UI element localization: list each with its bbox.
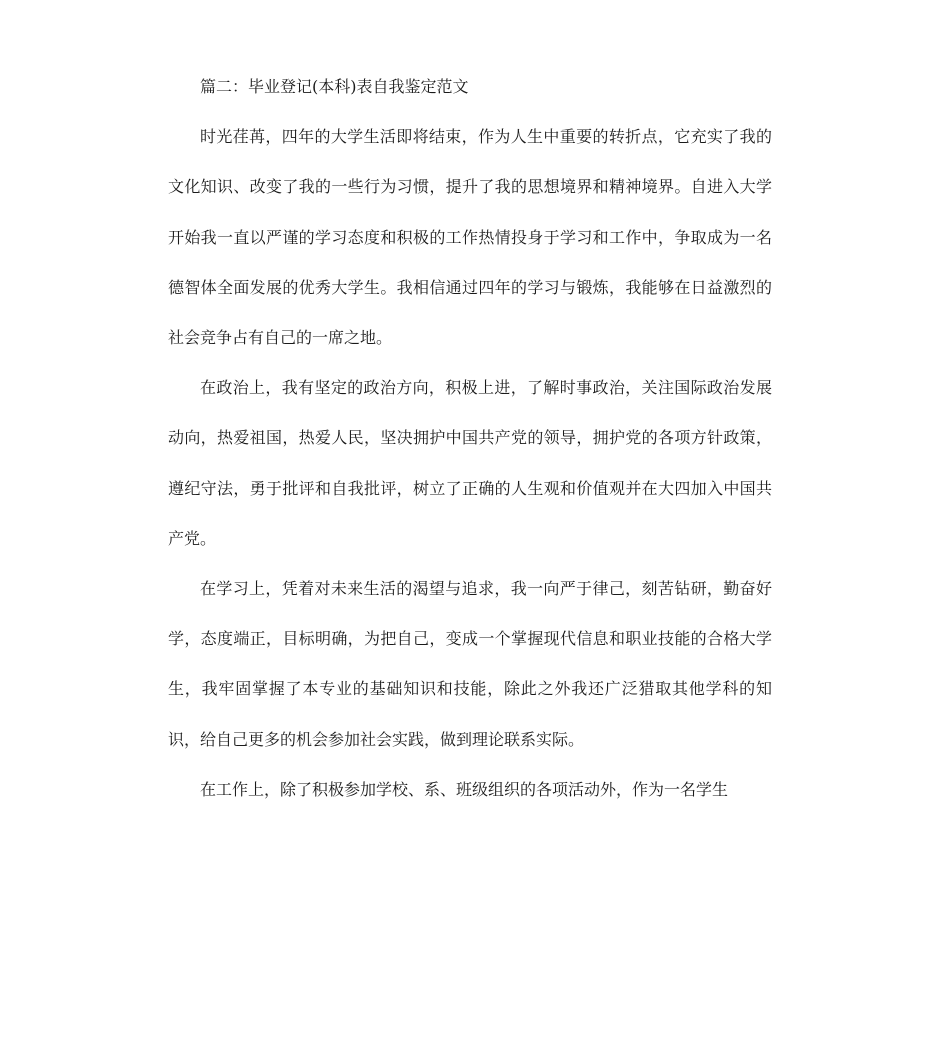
document-body [168,62,772,815]
paragraph-intro: 时光荏苒，四年的大学生活即将结束，作为人生中重要的转折点，它充实了我的文化知识、改变了我的一些行为习惯，提升了我的思想境界和精神境界。自进入大学开始我一直以严谨的学习态度和积极的工作热情投身于学习和工作中，争取成为一名德智体全面发展的优秀大学生。我相信通过四年的学习与锻炼，我能够在日益激烈的社会竞争占有自己的一席之地。 [168,127,772,348]
paragraph-politics: 在政治上，我有坚定的政治方向，积极上进，了解时事政治，关注国际政治发展动向，热爱祖国，热爱人民，坚决拥护中国共产党的领导，拥护党的各项方针政策，遵纪守法，勇于批评和自我批评，树立了正确的人生观和价值观并在大四加入中国共产党。 [168,378,772,548]
paragraph-work: 在工作上，除了积极参加学校、系、班级组织的各项活动外，作为一名学生 [200,779,729,799]
document-title: 篇二：毕业登记(本科)表自我鉴定范文 [200,77,469,96]
paragraph-study: 在学习上，凭着对未来生活的渴望与追求，我一向严于律己，刻苦钻研，勤奋好学，态度端正，目标明确，为把自己，变成一个掌握现代信息和职业技能的合格大学生，我牢固掌握了本专业的基础知识和技能，除此之外我还广泛猎取其他学科的知识，给自己更多的机会参加社会实践，做到理论联系实际。 [168,579,772,749]
